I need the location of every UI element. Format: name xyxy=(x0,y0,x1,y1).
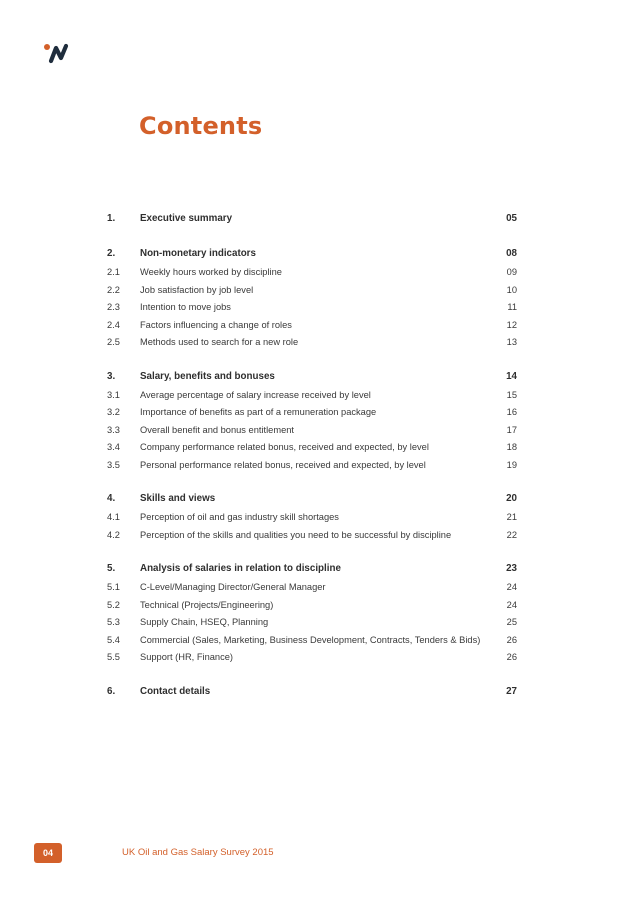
toc-title: Skills and views xyxy=(140,493,216,504)
toc-number: 6. xyxy=(107,685,116,697)
page-number-badge: 04 xyxy=(34,843,62,863)
toc-title: Factors influencing a change of roles xyxy=(140,319,292,330)
toc-section xyxy=(107,367,517,475)
toc-page-number: 14 xyxy=(506,370,517,382)
toc-title: Technical (Projects/Engineering) xyxy=(140,599,274,610)
toc-page-number: 08 xyxy=(506,248,517,259)
toc-entry[interactable] xyxy=(107,282,517,300)
toc-number: 5.4 xyxy=(107,634,120,645)
toc-number: 4.2 xyxy=(107,529,120,540)
toc-number: 3. xyxy=(107,370,116,382)
toc-number: 2. xyxy=(107,248,116,259)
toc-title: Analysis of salaries in relation to discipline xyxy=(140,563,341,574)
toc-section-heading[interactable] xyxy=(107,209,517,229)
toc-section xyxy=(107,209,517,229)
toc-section-heading[interactable] xyxy=(107,489,517,509)
toc-number: 4.1 xyxy=(107,512,120,522)
toc-number: 5.3 xyxy=(107,617,120,627)
toc-number: 5.1 xyxy=(107,582,120,592)
toc-number: 3.2 xyxy=(107,407,120,417)
toc-section xyxy=(107,489,517,544)
toc-number: 2.4 xyxy=(107,319,120,330)
toc-number: 3.1 xyxy=(107,389,120,400)
brand-logo-icon xyxy=(43,42,73,64)
toc-entry[interactable] xyxy=(107,317,517,335)
toc-entry[interactable] xyxy=(107,579,517,597)
toc-page-number: 27 xyxy=(506,685,517,697)
toc-title: Importance of benefits as part of a remuneration package xyxy=(140,407,377,417)
toc-entry[interactable] xyxy=(107,597,517,615)
toc-title: Non-monetary indicators xyxy=(140,248,256,259)
toc-entry[interactable] xyxy=(107,649,517,667)
toc-title: Methods used to search for a new role xyxy=(140,337,299,347)
toc-page-number: 20 xyxy=(506,493,517,504)
toc-title: Personal performance related bonus, received and expected, by level xyxy=(140,459,426,470)
toc-title: Average percentage of salary increase received by level xyxy=(140,389,371,400)
toc-section-heading[interactable] xyxy=(107,244,517,264)
toc-entry[interactable] xyxy=(107,334,517,352)
toc-number: 3.4 xyxy=(107,442,120,452)
toc-entry[interactable] xyxy=(107,439,517,457)
toc-section-heading[interactable] xyxy=(107,367,517,387)
toc-entry[interactable] xyxy=(107,299,517,317)
toc-number: 3.3 xyxy=(107,424,120,435)
toc-page-number: 10 xyxy=(506,284,517,295)
toc-page-number: 11 xyxy=(507,302,517,312)
toc-title: Job satisfaction by job level xyxy=(140,284,254,295)
toc-number: 2.1 xyxy=(107,267,120,277)
toc-page-number: 13 xyxy=(506,337,517,347)
toc-number: 5.5 xyxy=(107,652,120,662)
toc-section-heading[interactable] xyxy=(107,682,517,702)
page-title: Contents xyxy=(139,112,263,140)
toc-page-number: 25 xyxy=(506,617,517,627)
toc-entry[interactable] xyxy=(107,632,517,650)
toc-section xyxy=(107,244,517,352)
toc-title: Support (HR, Finance) xyxy=(140,652,234,662)
footer-document-title: UK Oil and Gas Salary Survey 2015 xyxy=(122,847,274,858)
toc-page-number: 23 xyxy=(506,563,517,574)
toc-page-number: 05 xyxy=(506,213,517,224)
toc-page-number: 16 xyxy=(506,407,517,417)
toc-number: 5.2 xyxy=(107,599,120,610)
toc-number: 3.5 xyxy=(107,459,120,470)
toc-title: Weekly hours worked by discipline xyxy=(140,267,282,277)
toc-entry[interactable] xyxy=(107,404,517,422)
toc-page-number: 26 xyxy=(506,652,517,662)
toc-page-number: 09 xyxy=(506,267,517,277)
toc-page-number: 26 xyxy=(506,634,517,645)
toc-title: Company performance related bonus, received and expected, by level xyxy=(140,442,429,452)
toc-page-number: 17 xyxy=(506,424,517,435)
toc-page-number: 15 xyxy=(506,389,517,400)
toc-title: Supply Chain, HSEQ, Planning xyxy=(140,617,269,627)
toc-page-number: 12 xyxy=(506,319,517,330)
toc-title: Salary, benefits and bonuses xyxy=(140,370,275,382)
toc-page-number: 21 xyxy=(506,512,517,522)
toc-title: Commercial (Sales, Marketing, Business Development, Contracts, Tenders & Bids) xyxy=(140,634,481,645)
toc-section xyxy=(107,559,517,667)
toc-page-number: 18 xyxy=(506,442,517,452)
toc-number: 2.3 xyxy=(107,302,120,312)
toc-entry[interactable] xyxy=(107,264,517,282)
toc-number: 2.5 xyxy=(107,337,120,347)
toc-entry[interactable] xyxy=(107,457,517,475)
toc-title: Contact details xyxy=(140,685,211,697)
toc-number: 2.2 xyxy=(107,284,120,295)
toc-entry[interactable] xyxy=(107,422,517,440)
toc-entry[interactable] xyxy=(107,509,517,527)
toc-page-number: 24 xyxy=(506,582,517,592)
toc-section-heading[interactable] xyxy=(107,559,517,579)
toc-entry[interactable] xyxy=(107,387,517,405)
toc-title: Executive summary xyxy=(140,213,233,224)
toc-title: C-Level/Managing Director/General Manager xyxy=(140,582,326,592)
toc-number: 4. xyxy=(107,493,116,504)
toc-title: Perception of oil and gas industry skill shortages xyxy=(140,512,339,522)
toc-number: 5. xyxy=(107,563,116,574)
toc-page-number: 19 xyxy=(506,459,517,470)
toc-title: Perception of the skills and qualities you need to be successful by discipline xyxy=(140,529,452,540)
toc-section xyxy=(107,682,517,702)
toc-entry[interactable] xyxy=(107,527,517,545)
toc-page-number: 22 xyxy=(506,529,517,540)
toc-title: Intention to move jobs xyxy=(140,302,231,312)
toc-title: Overall benefit and bonus entitlement xyxy=(140,424,295,435)
toc-entry[interactable] xyxy=(107,614,517,632)
toc-page-number: 24 xyxy=(506,599,517,610)
toc-number: 1. xyxy=(107,213,116,224)
table-of-contents xyxy=(107,209,517,717)
